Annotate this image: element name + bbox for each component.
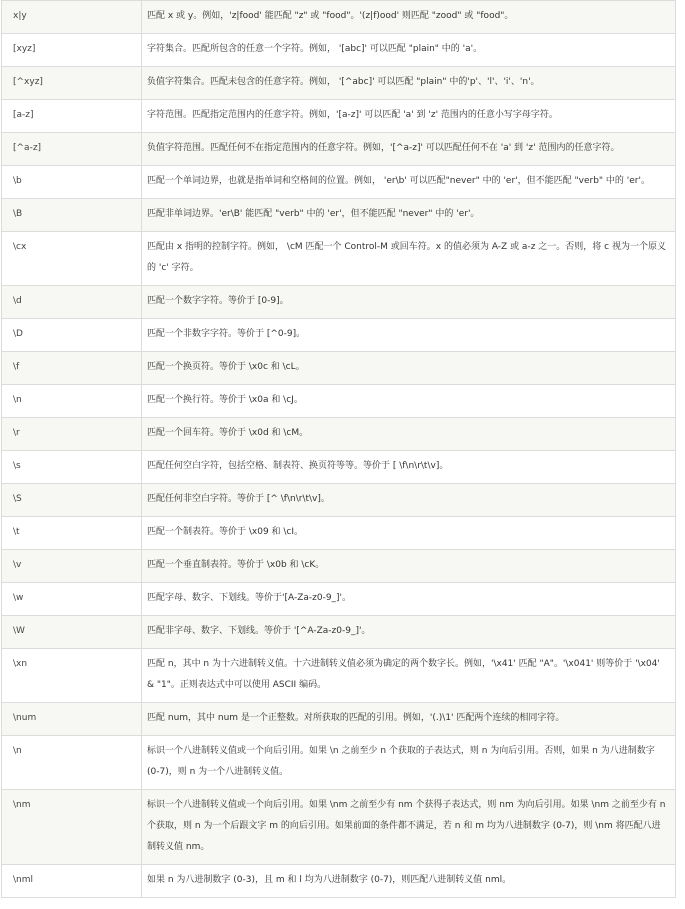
regex-reference-table [1, 0, 676, 898]
table-row [2, 517, 676, 550]
symbol-cell: \r [2, 418, 142, 451]
symbol-cell: \xn [2, 649, 142, 703]
description-cell: 匹配一个单词边界，也就是指单词和空格间的位置。例如， 'er\b' 可以匹配"never" 中的 'er'，但不能匹配 "verb" 中的 'er'。 [142, 166, 676, 199]
table-row [2, 583, 676, 616]
table-row [2, 451, 676, 484]
description-cell: 匹配任何空白字符，包括空格、制表符、换页符等等。等价于 [ \f\n\r\t\v]。 [142, 451, 676, 484]
symbol-cell: [^a-z] [2, 133, 142, 166]
symbol-cell: [a-z] [2, 100, 142, 133]
description-cell: 匹配一个换页符。等价于 \x0c 和 \cL。 [142, 352, 676, 385]
description-cell: 匹配一个制表符。等价于 \x09 和 \cI。 [142, 517, 676, 550]
symbol-cell: \b [2, 166, 142, 199]
description-cell: 匹配字母、数字、下划线。等价于'[A-Za-z0-9_]'。 [142, 583, 676, 616]
table-row [2, 319, 676, 352]
symbol-cell: \nm [2, 790, 142, 865]
description-cell: 标识一个八进制转义值或一个向后引用。如果 \n 之前至少 n 个获取的子表达式，则 n 为向后引用。否则，如果 n 为八进制数字 (0-7)，则 n 为一个八进制转义值。 [142, 736, 676, 790]
table-row [2, 1, 676, 34]
symbol-cell: [xyz] [2, 34, 142, 67]
symbol-cell: \t [2, 517, 142, 550]
description-cell: 匹配任何非空白字符。等价于 [^ \f\n\r\t\v]。 [142, 484, 676, 517]
table-row [2, 703, 676, 736]
table-row [2, 865, 676, 898]
table-row [2, 67, 676, 100]
symbol-cell: \B [2, 199, 142, 232]
description-cell: 匹配 n，其中 n 为十六进制转义值。十六进制转义值必须为确定的两个数字长。例如，'\x41' 匹配 "A"。'\x041' 则等价于 '\x04' & "1"。正则表达式中可以使用 ASCII 编码。 [142, 649, 676, 703]
symbol-cell: \n [2, 385, 142, 418]
table-row [2, 385, 676, 418]
symbol-cell: x|y [2, 1, 142, 34]
table-row [2, 199, 676, 232]
symbol-cell: \w [2, 583, 142, 616]
description-cell: 标识一个八进制转义值或一个向后引用。如果 \nm 之前至少有 nm 个获得子表达式，则 nm 为向后引用。如果 \nm 之前至少有 n 个获取，则 n 为一个后跟文字 m 的向后引用。如果前面的条件都不满足，若 n 和 m 均为八进制数字 (0-7)，则 \nm 将匹配八进制转义值 nm。 [142, 790, 676, 865]
symbol-cell: \cx [2, 232, 142, 286]
table-row [2, 232, 676, 286]
table-row [2, 418, 676, 451]
symbol-cell: \W [2, 616, 142, 649]
symbol-cell: \n [2, 736, 142, 790]
description-cell: 匹配一个数字字符。等价于 [0-9]。 [142, 286, 676, 319]
description-cell: 字符集合。匹配所包含的任意一个字符。例如， '[abc]' 可以匹配 "plain" 中的 'a'。 [142, 34, 676, 67]
table-row [2, 133, 676, 166]
table-row [2, 550, 676, 583]
description-cell: 匹配非字母、数字、下划线。等价于 '[^A-Za-z0-9_]'。 [142, 616, 676, 649]
table-row [2, 100, 676, 133]
symbol-cell: \f [2, 352, 142, 385]
description-cell: 如果 n 为八进制数字 (0-3)，且 m 和 l 均为八进制数字 (0-7)，则匹配八进制转义值 nml。 [142, 865, 676, 898]
description-cell: 匹配一个换行符。等价于 \x0a 和 \cJ。 [142, 385, 676, 418]
description-cell: 匹配一个垂直制表符。等价于 \x0b 和 \cK。 [142, 550, 676, 583]
table-row [2, 649, 676, 703]
symbol-cell: \num [2, 703, 142, 736]
table-row [2, 286, 676, 319]
table-row [2, 166, 676, 199]
table-row [2, 352, 676, 385]
description-cell: 匹配由 x 指明的控制字符。例如， \cM 匹配一个 Control-M 或回车符。x 的值必须为 A-Z 或 a-z 之一。否则，将 c 视为一个原义的 'c' 字符。 [142, 232, 676, 286]
symbol-cell: [^xyz] [2, 67, 142, 100]
description-cell: 匹配非单词边界。'er\B' 能匹配 "verb" 中的 'er'，但不能匹配 "never" 中的 'er'。 [142, 199, 676, 232]
description-cell: 字符范围。匹配指定范围内的任意字符。例如，'[a-z]' 可以匹配 'a' 到 'z' 范围内的任意小写字母字符。 [142, 100, 676, 133]
symbol-cell: \D [2, 319, 142, 352]
table-row [2, 34, 676, 67]
description-cell: 负值字符范围。匹配任何不在指定范围内的任意字符。例如，'[^a-z]' 可以匹配任何不在 'a' 到 'z' 范围内的任意字符。 [142, 133, 676, 166]
symbol-cell: \d [2, 286, 142, 319]
symbol-cell: \S [2, 484, 142, 517]
description-cell: 匹配 num，其中 num 是一个正整数。对所获取的匹配的引用。例如，'(.)\1' 匹配两个连续的相同字符。 [142, 703, 676, 736]
table-row [2, 484, 676, 517]
symbol-cell: \nml [2, 865, 142, 898]
description-cell: 负值字符集合。匹配未包含的任意字符。例如， '[^abc]' 可以匹配 "plain" 中的'p'、'l'、'i'、'n'。 [142, 67, 676, 100]
table-row [2, 790, 676, 865]
symbol-cell: \s [2, 451, 142, 484]
description-cell: 匹配一个回车符。等价于 \x0d 和 \cM。 [142, 418, 676, 451]
symbol-cell: \v [2, 550, 142, 583]
table-row [2, 616, 676, 649]
description-cell: 匹配 x 或 y。例如，'z|food' 能匹配 "z" 或 "food"。'(z|f)ood' 则匹配 "zood" 或 "food"。 [142, 1, 676, 34]
table-row [2, 736, 676, 790]
description-cell: 匹配一个非数字字符。等价于 [^0-9]。 [142, 319, 676, 352]
